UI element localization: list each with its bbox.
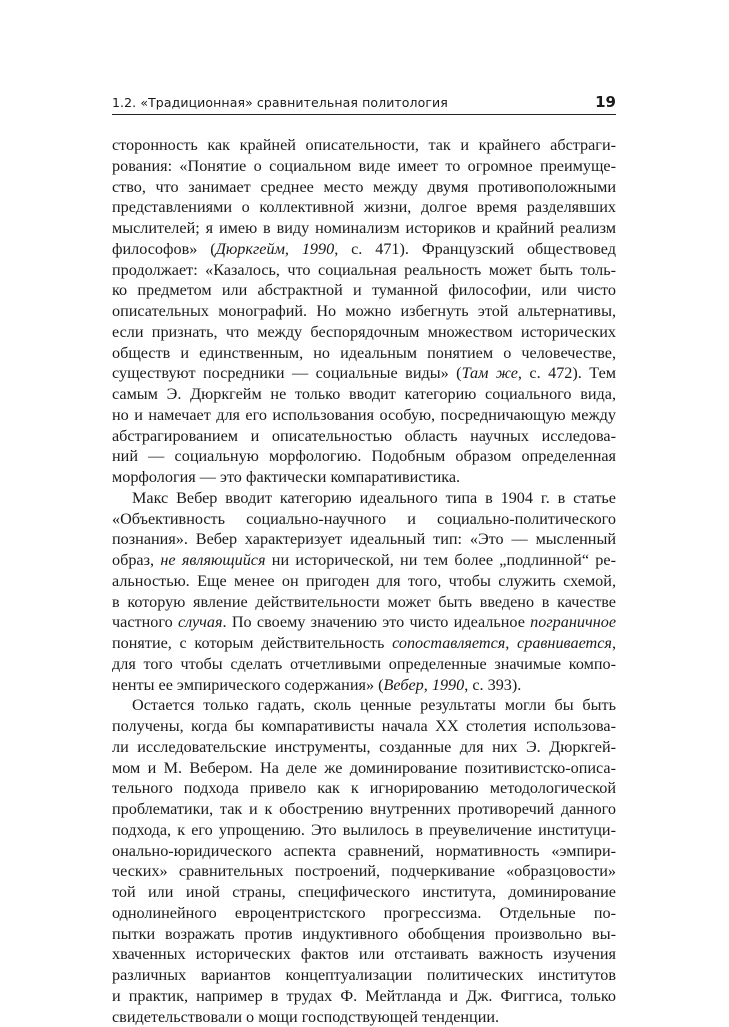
text-line — [112, 239, 616, 260]
text-run: мом и М. Вебером. На деле же доминирование позитивистско-описа- — [112, 759, 616, 777]
text-line — [112, 571, 616, 592]
italic-run: Дюркгейм, 1990 — [216, 240, 335, 258]
text-run: ли исследовательские инструменты, созданные для них Э. Дюркгей- — [112, 738, 616, 756]
text-run: , с. 393). — [464, 676, 521, 694]
text-line — [112, 654, 616, 675]
italic-run: случая — [178, 613, 223, 631]
text-line — [112, 778, 616, 799]
text-run: ненты ее эмпирического содержания» ( — [112, 676, 383, 694]
text-run: онально-юридического аспекта сравнений, нормативность «эмпири- — [112, 842, 616, 860]
text-run: , с. 472). Тем — [518, 364, 616, 382]
text-line — [112, 675, 616, 696]
text-run: представлениями о коллективной жизни, долгое время разделявших — [112, 198, 616, 216]
italic-run: не являющийся — [160, 551, 265, 569]
text-line — [112, 820, 616, 841]
text-run: тельного подхода привело как к игнорированию методологической — [112, 779, 616, 797]
text-line — [112, 550, 616, 571]
text-run: продолжает: «Казалось, что социальная реальность может быть толь- — [112, 261, 616, 279]
text-run: пытки возражать против индуктивного обобщения произвольно вы- — [112, 925, 616, 943]
text-run: понятие, с которым действительность — [112, 634, 392, 652]
text-run: морфология — это фактически компаративистика. — [112, 468, 460, 486]
text-run: однолинейного евроцентристского прогрессизма. Отдельные по- — [112, 904, 616, 922]
text-run: ческих» сравнительных построений, подчеркивание «образцовости» — [112, 862, 616, 880]
text-run: , с. 471). Французский обществовед — [334, 240, 616, 258]
text-run: , — [612, 634, 616, 652]
text-line — [112, 363, 616, 384]
text-line — [112, 529, 616, 550]
text-run: самым Э. Дюркгейм не только вводит категорию социального вида, — [112, 385, 616, 403]
text-line — [112, 322, 616, 343]
text-run: но и намечает для его использования особую, посредничающую между — [112, 406, 616, 424]
text-run: ко предметом или абстрактной и туманной философии, или чисто — [112, 281, 616, 299]
page-number: 19 — [595, 93, 616, 111]
italic-run: Вебер, 1990 — [383, 676, 464, 694]
text-line — [112, 301, 616, 322]
text-line — [112, 177, 616, 198]
text-run: получены, когда бы компаративисты начала XX столетия использова- — [112, 717, 616, 735]
text-run: частного — [112, 613, 178, 631]
text-line — [112, 612, 616, 633]
text-line — [112, 737, 616, 758]
text-run: познания». Вебер характеризует идеальный тип: «Это — мысленный — [112, 530, 616, 548]
text-line — [112, 695, 616, 716]
text-line — [112, 467, 616, 488]
text-line — [112, 882, 616, 903]
text-run: мыслителей; я имею в виду номинализм историков и крайний реализм — [112, 219, 616, 237]
text-line — [112, 986, 616, 1007]
text-line — [112, 446, 616, 467]
text-run: в которую явление действительности может быть введено в качестве — [112, 593, 616, 611]
text-line — [112, 903, 616, 924]
text-line — [112, 633, 616, 654]
text-run: философов» ( — [112, 240, 216, 258]
text-run: и практик, например в трудах Ф. Мейтланда и Дж. Фиггиса, только — [112, 987, 616, 1005]
text-run: рования: «Понятие о социальном виде имеет то огромное преимуще- — [112, 157, 616, 175]
text-run: альностью. Еще менее он пригоден для того, чтобы служить схемой, — [112, 572, 616, 590]
text-run: различных вариантов концептуализации политических институтов — [112, 966, 616, 984]
text-run: ний — социальную морфологию. Подобным образом определенная — [112, 447, 616, 465]
text-run: обществ и единственным, но идеальным понятием о человечестве, — [112, 344, 616, 362]
text-run: Макс Вебер вводит категорию идеального типа в 1904 г. в статье — [132, 489, 616, 507]
text-run: подхода, к его упрощению. Это вылилось в преувеличение институци- — [112, 821, 616, 839]
text-line — [112, 509, 616, 530]
running-header — [112, 92, 616, 115]
text-line — [112, 197, 616, 218]
text-run: если признать, что между беспорядочным множеством исторических — [112, 323, 616, 341]
text-run: сторонность как крайней описательности, так и крайнего абстраги- — [112, 136, 616, 154]
text-line — [112, 280, 616, 301]
italic-run: сопоставляется, сравнивается — [392, 634, 612, 652]
running-header-title: 1.2. «Традиционная» сравнительная политология — [112, 95, 448, 110]
text-run: описательных монографий. Но можно избегнуть этой альтернативы, — [112, 302, 616, 320]
italic-run: пограничное — [530, 613, 616, 631]
text-run: Остается только гадать, сколь ценные результаты могли бы быть — [132, 696, 616, 714]
text-run: существуют посредники — социальные виды» ( — [112, 364, 462, 382]
text-run: для того чтобы сделать отчетливыми определенные значимые компо- — [112, 655, 616, 673]
text-run: проблематики, так и к обострению внутренних противоречий данного — [112, 800, 616, 818]
text-run: ни исторической, ни тем более „подлинной“ ре- — [266, 551, 616, 569]
text-run: хваченных исторических фактов или отстаивать важность изучения — [112, 945, 616, 963]
text-line — [112, 384, 616, 405]
text-run: абстрагированием и описательностью область научных исследова- — [112, 427, 616, 445]
text-line — [112, 135, 616, 156]
text-line — [112, 758, 616, 779]
text-line — [112, 944, 616, 965]
text-run: «Объективность социально-научного и социально-политического — [112, 510, 616, 528]
text-line — [112, 861, 616, 882]
text-line — [112, 924, 616, 945]
body-text — [112, 135, 616, 1027]
text-line — [112, 426, 616, 447]
text-line — [112, 488, 616, 509]
text-line — [112, 343, 616, 364]
text-line — [112, 218, 616, 239]
text-line — [112, 965, 616, 986]
text-run: . По своему значению это чисто идеальное — [223, 613, 531, 631]
text-run: той или иной страны, специфического института, доминирование — [112, 883, 616, 901]
text-run: свидетельствовали о мощи господствующей тенденции. — [112, 1008, 499, 1026]
italic-run: Там же — [462, 364, 518, 382]
text-line — [112, 156, 616, 177]
text-line — [112, 260, 616, 281]
text-run: образ, — [112, 551, 160, 569]
text-line — [112, 799, 616, 820]
text-run: ство, что занимает среднее место между двумя противоположными — [112, 178, 616, 196]
text-line — [112, 716, 616, 737]
text-line — [112, 592, 616, 613]
text-line — [112, 405, 616, 426]
text-line — [112, 841, 616, 862]
